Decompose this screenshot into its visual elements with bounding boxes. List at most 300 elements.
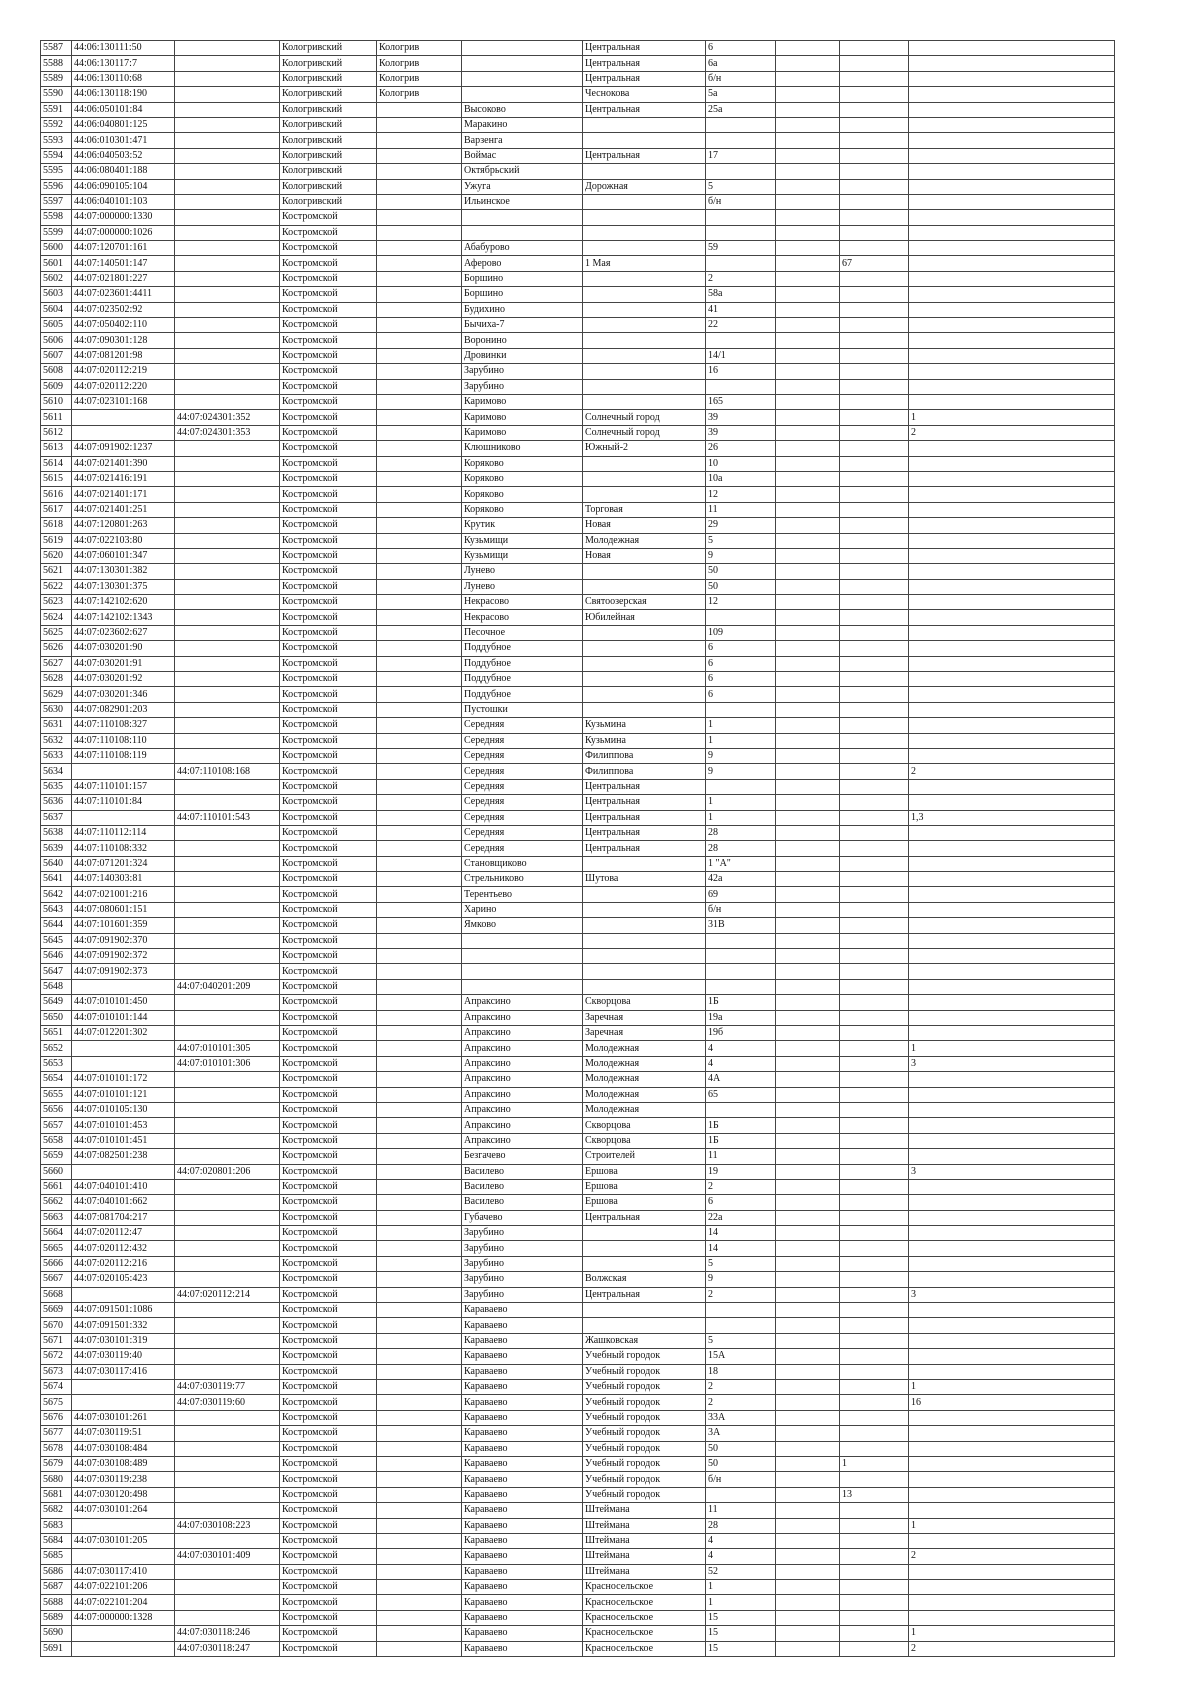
district-cell: Костромской <box>280 1564 377 1579</box>
flat-b-cell <box>909 379 1115 394</box>
flat-a-cell <box>840 1626 909 1641</box>
cadastral-number-cell: 44:07:120801:263 <box>72 518 175 533</box>
flat-a-cell <box>840 1087 909 1102</box>
flat-a-cell <box>840 795 909 810</box>
building-cell <box>776 1041 840 1056</box>
row-number-cell: 5638 <box>41 825 72 840</box>
parent-cadastral-number-cell <box>175 1487 280 1502</box>
row-number-cell: 5666 <box>41 1256 72 1271</box>
cadastral-number-cell: 44:07:030201:91 <box>72 656 175 671</box>
building-cell <box>776 1118 840 1133</box>
parent-cadastral-number-cell: 44:07:030118:247 <box>175 1641 280 1656</box>
settlement-cell: Кузьмищи <box>462 548 583 563</box>
building-cell <box>776 333 840 348</box>
flat-b-cell <box>909 502 1115 517</box>
house-cell: 4 <box>706 1549 776 1564</box>
cadastral-number-cell: 44:06:130117:7 <box>72 56 175 71</box>
flat-a-cell <box>840 1610 909 1625</box>
cadastral-number-cell: 44:07:110101:157 <box>72 779 175 794</box>
row-number-cell: 5628 <box>41 672 72 687</box>
house-cell: 65 <box>706 1087 776 1102</box>
table-row <box>41 687 1115 702</box>
flat-a-cell <box>840 872 909 887</box>
town-cell <box>377 1610 462 1625</box>
parent-cadastral-number-cell: 44:07:030101:409 <box>175 1549 280 1564</box>
street-cell: Центральная <box>583 1210 706 1225</box>
town-cell: Кологрив <box>377 56 462 71</box>
house-cell: 16 <box>706 364 776 379</box>
town-cell <box>377 1195 462 1210</box>
town-cell <box>377 1318 462 1333</box>
flat-a-cell <box>840 1195 909 1210</box>
cadastral-number-cell: 44:06:050101:84 <box>72 102 175 117</box>
row-number-cell: 5665 <box>41 1241 72 1256</box>
building-cell <box>776 672 840 687</box>
house-cell: 14/1 <box>706 348 776 363</box>
row-number-cell: 5632 <box>41 733 72 748</box>
house-cell: 19 <box>706 1164 776 1179</box>
row-number-cell: 5626 <box>41 641 72 656</box>
building-cell <box>776 1102 840 1117</box>
flat-a-cell <box>840 1333 909 1348</box>
settlement-cell: Ужуга <box>462 179 583 194</box>
row-number-cell: 5661 <box>41 1179 72 1194</box>
row-number-cell: 5635 <box>41 779 72 794</box>
row-number-cell: 5646 <box>41 949 72 964</box>
town-cell <box>377 1241 462 1256</box>
parent-cadastral-number-cell <box>175 210 280 225</box>
table-row <box>41 1641 1115 1656</box>
house-cell: 59 <box>706 241 776 256</box>
flat-b-cell: 16 <box>909 1395 1115 1410</box>
street-cell: Ершова <box>583 1164 706 1179</box>
house-cell: 5 <box>706 1333 776 1348</box>
settlement-cell: Воймас <box>462 148 583 163</box>
building-cell <box>776 164 840 179</box>
row-number-cell: 5622 <box>41 579 72 594</box>
street-cell <box>583 641 706 656</box>
town-cell <box>377 702 462 717</box>
row-number-cell: 5673 <box>41 1364 72 1379</box>
town-cell <box>377 1303 462 1318</box>
cadastral-number-cell: 44:07:081201:98 <box>72 348 175 363</box>
building-cell <box>776 949 840 964</box>
house-cell: 50 <box>706 1441 776 1456</box>
row-number-cell: 5631 <box>41 718 72 733</box>
building-cell <box>776 548 840 563</box>
table-row <box>41 1287 1115 1302</box>
street-cell <box>583 933 706 948</box>
flat-a-cell <box>840 518 909 533</box>
table-row <box>41 1564 1115 1579</box>
cadastral-number-cell: 44:07:060101:347 <box>72 548 175 563</box>
street-cell: Торговая <box>583 502 706 517</box>
parent-cadastral-number-cell <box>175 949 280 964</box>
street-cell <box>583 302 706 317</box>
parent-cadastral-number-cell <box>175 194 280 209</box>
district-cell: Кологривский <box>280 71 377 86</box>
town-cell <box>377 764 462 779</box>
town-cell <box>377 241 462 256</box>
town-cell <box>377 872 462 887</box>
street-cell: Кузьмина <box>583 718 706 733</box>
district-cell: Костромской <box>280 564 377 579</box>
flat-a-cell <box>840 1472 909 1487</box>
house-cell: 2 <box>706 1395 776 1410</box>
district-cell: Костромской <box>280 1102 377 1117</box>
house-cell: 3А <box>706 1426 776 1441</box>
street-cell <box>583 348 706 363</box>
district-cell: Костромской <box>280 1287 377 1302</box>
flat-b-cell <box>909 1456 1115 1471</box>
house-cell: 12 <box>706 487 776 502</box>
cadastral-number-cell <box>72 1626 175 1641</box>
table-row <box>41 1010 1115 1025</box>
flat-a-cell <box>840 1210 909 1225</box>
district-cell: Костромской <box>280 441 377 456</box>
flat-a-cell <box>840 241 909 256</box>
table-row <box>41 1318 1115 1333</box>
house-cell <box>706 610 776 625</box>
town-cell <box>377 1472 462 1487</box>
settlement-cell: Пустошки <box>462 702 583 717</box>
town-cell <box>377 225 462 240</box>
house-cell: б/н <box>706 902 776 917</box>
flat-b-cell <box>909 41 1115 56</box>
row-number-cell: 5637 <box>41 810 72 825</box>
house-cell <box>706 333 776 348</box>
flat-b-cell <box>909 287 1115 302</box>
district-cell: Костромской <box>280 579 377 594</box>
street-cell: Южный-2 <box>583 441 706 456</box>
parent-cadastral-number-cell <box>175 1364 280 1379</box>
street-cell: Штеймана <box>583 1549 706 1564</box>
flat-a-cell <box>840 1179 909 1194</box>
flat-b-cell <box>909 71 1115 86</box>
table-row <box>41 795 1115 810</box>
street-cell: Центральная <box>583 825 706 840</box>
street-cell: Центральная <box>583 102 706 117</box>
table-row <box>41 1441 1115 1456</box>
district-cell: Кологривский <box>280 179 377 194</box>
flat-b-cell <box>909 856 1115 871</box>
district-cell: Кологривский <box>280 41 377 56</box>
town-cell <box>377 595 462 610</box>
building-cell <box>776 825 840 840</box>
street-cell: Центральная <box>583 148 706 163</box>
street-cell: Кузьмина <box>583 733 706 748</box>
cadastral-number-cell: 44:07:040101:410 <box>72 1179 175 1194</box>
house-cell: 33А <box>706 1410 776 1425</box>
district-cell: Костромской <box>280 1195 377 1210</box>
parent-cadastral-number-cell <box>175 1226 280 1241</box>
parent-cadastral-number-cell <box>175 87 280 102</box>
cadastral-number-cell <box>72 1041 175 1056</box>
building-cell <box>776 933 840 948</box>
flat-a-cell <box>840 579 909 594</box>
row-number-cell: 5657 <box>41 1118 72 1133</box>
street-cell: Красносельское <box>583 1641 706 1656</box>
row-number-cell: 5595 <box>41 164 72 179</box>
building-cell <box>776 841 840 856</box>
parent-cadastral-number-cell <box>175 379 280 394</box>
street-cell: Молодежная <box>583 1041 706 1056</box>
building-cell <box>776 533 840 548</box>
table-row <box>41 564 1115 579</box>
town-cell <box>377 148 462 163</box>
house-cell: 6 <box>706 41 776 56</box>
parent-cadastral-number-cell <box>175 1118 280 1133</box>
cadastral-number-cell: 44:07:022101:204 <box>72 1595 175 1610</box>
table-row <box>41 256 1115 271</box>
district-cell: Костромской <box>280 302 377 317</box>
settlement-cell: Караваево <box>462 1626 583 1641</box>
settlement-cell: Некрасово <box>462 595 583 610</box>
house-cell: 1 <box>706 1580 776 1595</box>
settlement-cell: Караваево <box>462 1364 583 1379</box>
row-number-cell: 5671 <box>41 1333 72 1348</box>
flat-b-cell <box>909 179 1115 194</box>
table-row <box>41 1226 1115 1241</box>
flat-b-cell: 1 <box>909 1626 1115 1641</box>
settlement-cell: Караваево <box>462 1533 583 1548</box>
parent-cadastral-number-cell <box>175 548 280 563</box>
district-cell: Костромской <box>280 241 377 256</box>
table-row <box>41 733 1115 748</box>
parent-cadastral-number-cell <box>175 1010 280 1025</box>
row-number-cell: 5643 <box>41 902 72 917</box>
house-cell: 18 <box>706 1364 776 1379</box>
house-cell <box>706 979 776 994</box>
district-cell: Костромской <box>280 1626 377 1641</box>
table-row <box>41 641 1115 656</box>
flat-a-cell <box>840 933 909 948</box>
house-cell: б/н <box>706 1472 776 1487</box>
building-cell <box>776 1272 840 1287</box>
settlement-cell: Караваево <box>462 1580 583 1595</box>
cadastral-number-cell: 44:07:110101:84 <box>72 795 175 810</box>
district-cell: Костромской <box>280 1518 377 1533</box>
building-cell <box>776 564 840 579</box>
table-row <box>41 179 1115 194</box>
building-cell <box>776 133 840 148</box>
flat-a-cell: 13 <box>840 1487 909 1502</box>
house-cell: 4А <box>706 1072 776 1087</box>
row-number-cell: 5627 <box>41 656 72 671</box>
flat-b-cell <box>909 456 1115 471</box>
row-number-cell: 5589 <box>41 71 72 86</box>
house-cell: 14 <box>706 1241 776 1256</box>
town-cell <box>377 117 462 132</box>
cadastral-number-cell: 44:07:010101:451 <box>72 1133 175 1148</box>
house-cell: 6 <box>706 641 776 656</box>
row-number-cell: 5639 <box>41 841 72 856</box>
parent-cadastral-number-cell <box>175 1426 280 1441</box>
town-cell <box>377 564 462 579</box>
district-cell: Кологривский <box>280 102 377 117</box>
parent-cadastral-number-cell <box>175 625 280 640</box>
settlement-cell: Караваево <box>462 1595 583 1610</box>
cadastral-number-cell <box>72 1287 175 1302</box>
street-cell <box>583 1303 706 1318</box>
house-cell: 4 <box>706 1041 776 1056</box>
district-cell: Костромской <box>280 1395 377 1410</box>
row-number-cell: 5649 <box>41 995 72 1010</box>
house-cell: 9 <box>706 1272 776 1287</box>
street-cell <box>583 856 706 871</box>
street-cell: Красносельское <box>583 1626 706 1641</box>
cadastral-number-cell: 44:07:140501:147 <box>72 256 175 271</box>
parent-cadastral-number-cell <box>175 471 280 486</box>
settlement-cell: Высоково <box>462 102 583 117</box>
street-cell: Новая <box>583 548 706 563</box>
settlement-cell: Поддубное <box>462 656 583 671</box>
house-cell <box>706 1318 776 1333</box>
building-cell <box>776 194 840 209</box>
flat-a-cell: 1 <box>840 1456 909 1471</box>
house-cell: 50 <box>706 579 776 594</box>
settlement-cell <box>462 210 583 225</box>
building-cell <box>776 1241 840 1256</box>
cadastral-number-cell: 44:07:012201:302 <box>72 1026 175 1041</box>
row-number-cell: 5689 <box>41 1610 72 1625</box>
house-cell: 5 <box>706 1256 776 1271</box>
house-cell: 4 <box>706 1056 776 1071</box>
house-cell: 15А <box>706 1349 776 1364</box>
table-row <box>41 902 1115 917</box>
flat-b-cell <box>909 687 1115 702</box>
town-cell <box>377 548 462 563</box>
street-cell <box>583 225 706 240</box>
district-cell: Костромской <box>280 1056 377 1071</box>
parent-cadastral-number-cell <box>175 518 280 533</box>
district-cell: Костромской <box>280 1364 377 1379</box>
flat-b-cell <box>909 733 1115 748</box>
street-cell: Молодежная <box>583 533 706 548</box>
house-cell: 11 <box>706 1149 776 1164</box>
row-number-cell: 5618 <box>41 518 72 533</box>
building-cell <box>776 1164 840 1179</box>
street-cell <box>583 625 706 640</box>
building-cell <box>776 579 840 594</box>
row-number-cell: 5609 <box>41 379 72 394</box>
street-cell: Чеснокова <box>583 87 706 102</box>
cadastral-number-cell: 44:07:091902:1237 <box>72 441 175 456</box>
flat-b-cell <box>909 194 1115 209</box>
table-row <box>41 348 1115 363</box>
row-number-cell: 5641 <box>41 872 72 887</box>
table-row <box>41 471 1115 486</box>
building-cell <box>776 364 840 379</box>
cadastral-number-cell: 44:06:080401:188 <box>72 164 175 179</box>
flat-b-cell: 2 <box>909 764 1115 779</box>
house-cell: 109 <box>706 625 776 640</box>
house-cell: 1 <box>706 718 776 733</box>
town-cell <box>377 271 462 286</box>
cadastral-number-cell: 44:07:023101:168 <box>72 394 175 409</box>
parent-cadastral-number-cell <box>175 41 280 56</box>
table-row <box>41 841 1115 856</box>
table-row <box>41 1210 1115 1225</box>
town-cell <box>377 379 462 394</box>
street-cell: Штеймана <box>583 1503 706 1518</box>
district-cell: Костромской <box>280 1426 377 1441</box>
flat-b-cell <box>909 56 1115 71</box>
house-cell <box>706 117 776 132</box>
building-cell <box>776 179 840 194</box>
settlement-cell: Середняя <box>462 825 583 840</box>
settlement-cell: Середняя <box>462 810 583 825</box>
table-row <box>41 718 1115 733</box>
flat-b-cell <box>909 1349 1115 1364</box>
parent-cadastral-number-cell <box>175 1410 280 1425</box>
flat-b-cell <box>909 1026 1115 1041</box>
flat-a-cell <box>840 1518 909 1533</box>
house-cell <box>706 210 776 225</box>
building-cell <box>776 271 840 286</box>
parent-cadastral-number-cell: 44:07:030118:246 <box>175 1626 280 1641</box>
district-cell: Кологривский <box>280 87 377 102</box>
parent-cadastral-number-cell <box>175 1503 280 1518</box>
house-cell: 6а <box>706 56 776 71</box>
cadastral-number-cell: 44:07:142102:1343 <box>72 610 175 625</box>
parent-cadastral-number-cell <box>175 348 280 363</box>
row-number-cell: 5669 <box>41 1303 72 1318</box>
cadastral-number-cell: 44:07:010101:121 <box>72 1087 175 1102</box>
table-row <box>41 1241 1115 1256</box>
settlement-cell: Середняя <box>462 718 583 733</box>
settlement-cell: Безгачево <box>462 1149 583 1164</box>
row-number-cell: 5601 <box>41 256 72 271</box>
settlement-cell: Караваево <box>462 1379 583 1394</box>
row-number-cell: 5642 <box>41 887 72 902</box>
settlement-cell: Лунево <box>462 564 583 579</box>
street-cell <box>583 318 706 333</box>
parent-cadastral-number-cell <box>175 1533 280 1548</box>
flat-a-cell: 67 <box>840 256 909 271</box>
parent-cadastral-number-cell: 44:07:110101:543 <box>175 810 280 825</box>
parent-cadastral-number-cell <box>175 687 280 702</box>
table-row <box>41 1456 1115 1471</box>
parent-cadastral-number-cell: 44:07:030119:77 <box>175 1379 280 1394</box>
settlement-cell: Ильинское <box>462 194 583 209</box>
house-cell: 1 "А" <box>706 856 776 871</box>
building-cell <box>776 1379 840 1394</box>
row-number-cell: 5624 <box>41 610 72 625</box>
district-cell: Костромской <box>280 595 377 610</box>
table-row <box>41 164 1115 179</box>
settlement-cell: Апраксино <box>462 1026 583 1041</box>
district-cell: Костромской <box>280 410 377 425</box>
town-cell <box>377 1133 462 1148</box>
street-cell: Штеймана <box>583 1533 706 1548</box>
parent-cadastral-number-cell <box>175 133 280 148</box>
building-cell <box>776 1580 840 1595</box>
table-row <box>41 1626 1115 1641</box>
parent-cadastral-number-cell <box>175 179 280 194</box>
town-cell: Кологрив <box>377 71 462 86</box>
row-number-cell: 5625 <box>41 625 72 640</box>
district-cell: Костромской <box>280 1610 377 1625</box>
settlement-cell: Поддубное <box>462 641 583 656</box>
parent-cadastral-number-cell <box>175 302 280 317</box>
flat-b-cell <box>909 548 1115 563</box>
flat-a-cell <box>840 1395 909 1410</box>
district-cell: Костромской <box>280 933 377 948</box>
town-cell <box>377 641 462 656</box>
house-cell: 4 <box>706 1533 776 1548</box>
parent-cadastral-number-cell <box>175 872 280 887</box>
